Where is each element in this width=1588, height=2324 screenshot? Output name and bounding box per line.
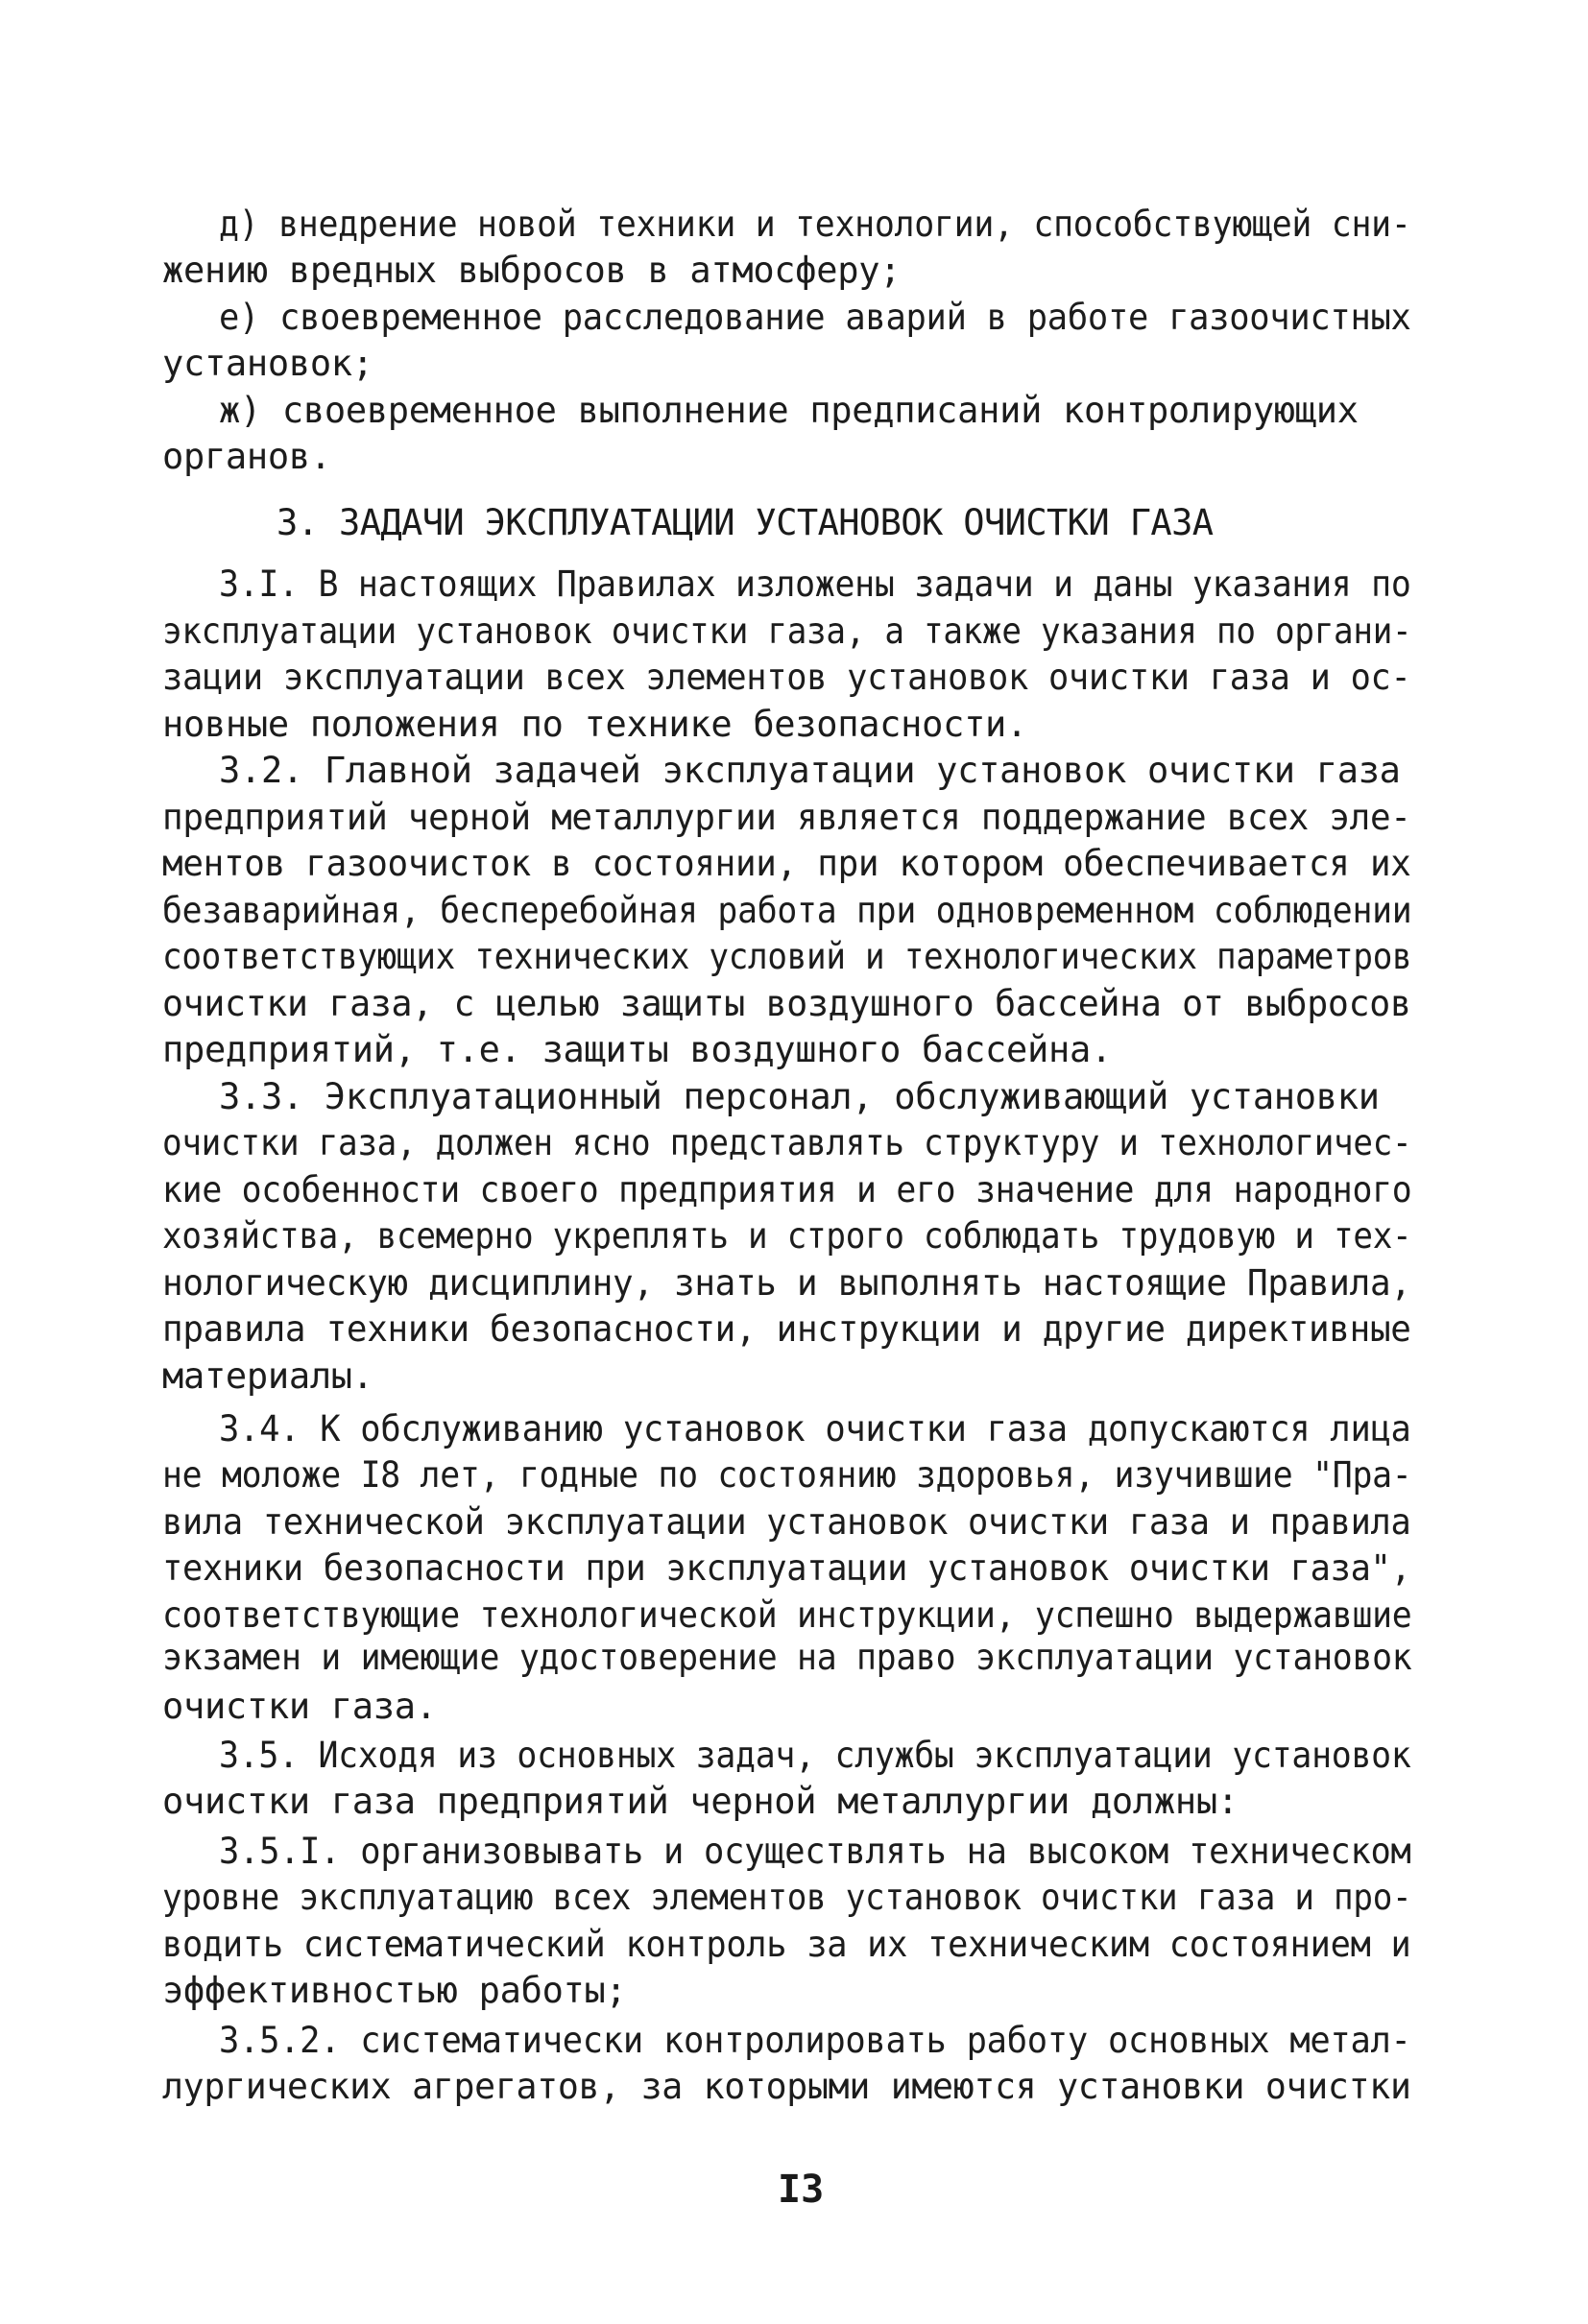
text-line: 3.2. Главной задачей эксплуатации установок очистки газа: [219, 750, 1401, 791]
text-line: ментов газоочисток в состоянии, при котором обеспечивается их: [162, 843, 1411, 884]
text-line: материалы.: [162, 1355, 373, 1397]
text-line: лургических агрегатов, за которыми имеются установки очистки: [162, 2066, 1411, 2107]
text-line: экзамен и имеющие удостоверение на право эксплуатации установок: [162, 1637, 1412, 1678]
text-line: ж) своевременное выполнение предписаний контролирующих: [219, 390, 1359, 431]
text-line: 3.4. К обслуживанию установок очистки газа допускаются лица: [219, 1408, 1411, 1450]
text-line: очистки газа, должен ясно представлять структуру и технологичес-: [162, 1122, 1412, 1163]
text-line: нологическую дисциплину, знать и выполнять настоящие Правила,: [162, 1262, 1411, 1304]
text-line: установок;: [162, 343, 373, 384]
text-line: правила техники безопасности, инструкции и другие директивные: [162, 1308, 1411, 1350]
text-line: кие особенности своего предприятия и его значение для народного: [162, 1169, 1412, 1210]
text-line: е) своевременное расследование аварий в работе газоочистных: [219, 297, 1411, 338]
text-line: безаварийная, бесперебойная работа при одновременном соблюдении: [162, 890, 1412, 931]
text-line: водить систематический контроль за их техническим состоянием и: [162, 1924, 1411, 1965]
text-line: 3.5.I. организовывать и осуществлять на высоком техническом: [219, 1831, 1411, 1872]
text-line: эффективностью работы;: [162, 1970, 627, 2011]
text-line: предприятий черной металлургии является поддержание всех эле-: [162, 797, 1411, 838]
text-line: 3.3. Эксплуатационный персонал, обслуживающий установки: [219, 1076, 1380, 1117]
text-line: соответствующие технологической инструкции, успешно выдержавшие: [162, 1594, 1412, 1636]
text-line: соответствующих технических условий и технологических параметров: [162, 936, 1412, 977]
text-line: д) внедрение новой техники и технологии, способствующей сни-: [219, 204, 1411, 245]
text-line: уровне эксплуатацию всех элементов установок очистки газа и про-: [162, 1877, 1412, 1918]
text-line: органов.: [162, 436, 331, 477]
text-line: очистки газа.: [162, 1686, 437, 1727]
text-line: 3.I. В настоящих Правилах изложены задачи и даны указания по: [219, 563, 1411, 605]
text-line: 3.5.2. систематически контролировать работу основных метал-: [219, 2020, 1411, 2061]
text-line: вила технической эксплуатации установок очистки газа и правила: [162, 1501, 1411, 1543]
text-line: очистки газа предприятий черной металлургии должны:: [162, 1781, 1239, 1822]
text-line: хозяйства, всемерно укреплять и строго соблюдать трудовую и тех-: [162, 1215, 1412, 1257]
text-line: жению вредных выбросов в атмосферу;: [162, 250, 902, 291]
text-line: зации эксплуатации всех элементов установок очистки газа и ос-: [162, 657, 1411, 698]
text-line: эксплуатации установок очистки газа, а также указания по органи-: [162, 611, 1412, 652]
page-number: I3: [778, 2168, 825, 2212]
text-line: предприятий, т.е. защиты воздушного бассейна.: [162, 1029, 1112, 1070]
text-line: 3.5. Исходя из основных задач, службы эксплуатации установок: [219, 1735, 1411, 1776]
text-line: новные положения по технике безопасности.: [162, 704, 1028, 745]
section-heading: 3. ЗАДАЧИ ЭКСПЛУАТАЦИИ УСТАНОВОК ОЧИСТКИ ГАЗА: [277, 502, 1214, 543]
text-line: техники безопасности при эксплуатации установок очистки газа",: [162, 1547, 1411, 1589]
text-line: не моложе I8 лет, годные по состоянию здоровья, изучившие "Пра-: [162, 1454, 1412, 1496]
text-line: очистки газа, с целью защиты воздушного бассейна от выбросов: [162, 983, 1411, 1024]
